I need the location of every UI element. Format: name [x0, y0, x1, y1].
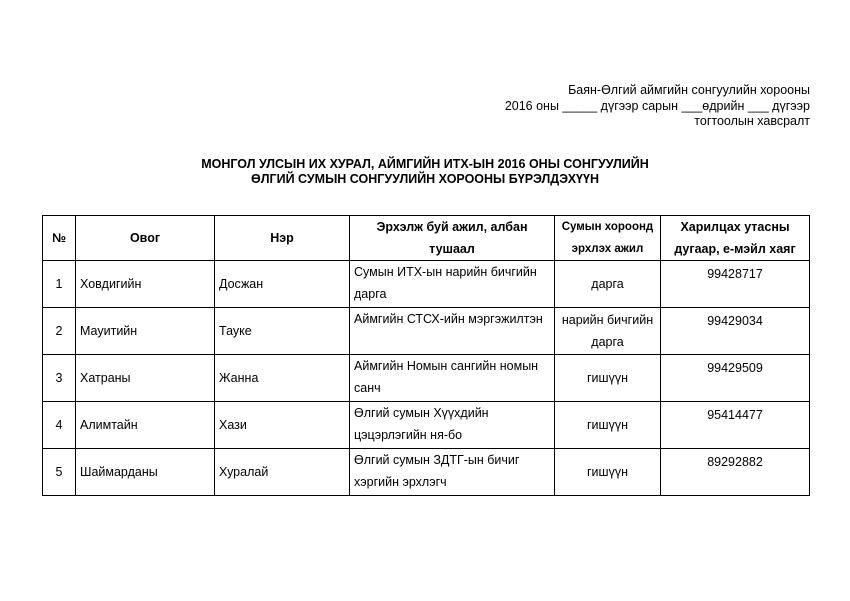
cell-name: Жанна [215, 355, 350, 402]
cell-num: 1 [43, 261, 76, 308]
cell-surname: Мауитийн [76, 308, 215, 355]
cell-position: Аймгийн Номын сангийн номын санч [350, 355, 555, 402]
table-row [43, 308, 810, 355]
cell-contact: 99429034 [661, 308, 810, 355]
header-position: Эрхэлж буй ажил, албан тушаал [350, 216, 555, 261]
header-line-1: Баян-Өлгий аймгийн сонгуулийн хорооны [568, 83, 810, 97]
header-line-2: 2016 оны _____ дүгээр сарын ___өдрийн ___ дүгээр [504, 98, 810, 113]
header-role: Сумын хороонд эрхлэх ажил [555, 216, 661, 261]
table-row [43, 402, 810, 449]
cell-position: Өлгий сумын ЗДТГ-ын бичиг хэргийн эрхлэгч [350, 449, 555, 496]
cell-contact: 99428717 [661, 261, 810, 308]
cell-role: гишүүн [555, 402, 661, 449]
cell-contact: 89292882 [661, 449, 810, 496]
cell-position: Өлгий сумын Хүүхдийн цэцэрлэгийн ня-бо [350, 402, 555, 449]
cell-surname: Шаймарданы [76, 449, 215, 496]
cell-role: дарга [555, 261, 661, 308]
committee-members-table [42, 215, 810, 496]
title-line-2: ӨЛГИЙ СУМЫН СОНГУУЛИЙН ХОРООНЫ БҮРЭЛДЭХҮҮН [251, 172, 599, 186]
document-header [505, 83, 810, 130]
cell-name: Хази [215, 402, 350, 449]
header-surname: Овог [76, 216, 215, 261]
header-name: Нэр [215, 216, 350, 261]
table-row [43, 449, 810, 496]
document-title [0, 157, 850, 187]
cell-role: гишүүн [555, 449, 661, 496]
title-line-1: МОНГОЛ УЛСЫН ИХ ХУРАЛ, АЙМГИЙН ИТХ-ЫН 2016 ОНЫ СОНГУУЛИЙН [201, 157, 649, 171]
cell-position: Сумын ИТХ-ын нарийн бичгийн дарга [350, 261, 555, 308]
cell-name: Хуралай [215, 449, 350, 496]
cell-role: гишүүн [555, 355, 661, 402]
cell-contact: 99429509 [661, 355, 810, 402]
table-row [43, 355, 810, 402]
cell-surname: Алимтайн [76, 402, 215, 449]
header-line-3: тогтоолын хавсралт [694, 114, 810, 128]
cell-position: Аймгийн СТСХ-ийн мэргэжилтэн [350, 308, 555, 355]
cell-contact: 95414477 [661, 402, 810, 449]
cell-num: 2 [43, 308, 76, 355]
cell-num: 4 [43, 402, 76, 449]
cell-role: нарийн бичгийн дарга [555, 308, 661, 355]
cell-num: 5 [43, 449, 76, 496]
header-contact: Харилцах утасны дугаар, е-мэйл хаяг [661, 216, 810, 261]
cell-surname: Ховдигийн [76, 261, 215, 308]
table-row [43, 261, 810, 308]
header-num: № [43, 216, 76, 261]
cell-name: Тауке [215, 308, 350, 355]
table-header-row [43, 216, 810, 261]
cell-surname: Хатраны [76, 355, 215, 402]
cell-name: Досжан [215, 261, 350, 308]
cell-num: 3 [43, 355, 76, 402]
